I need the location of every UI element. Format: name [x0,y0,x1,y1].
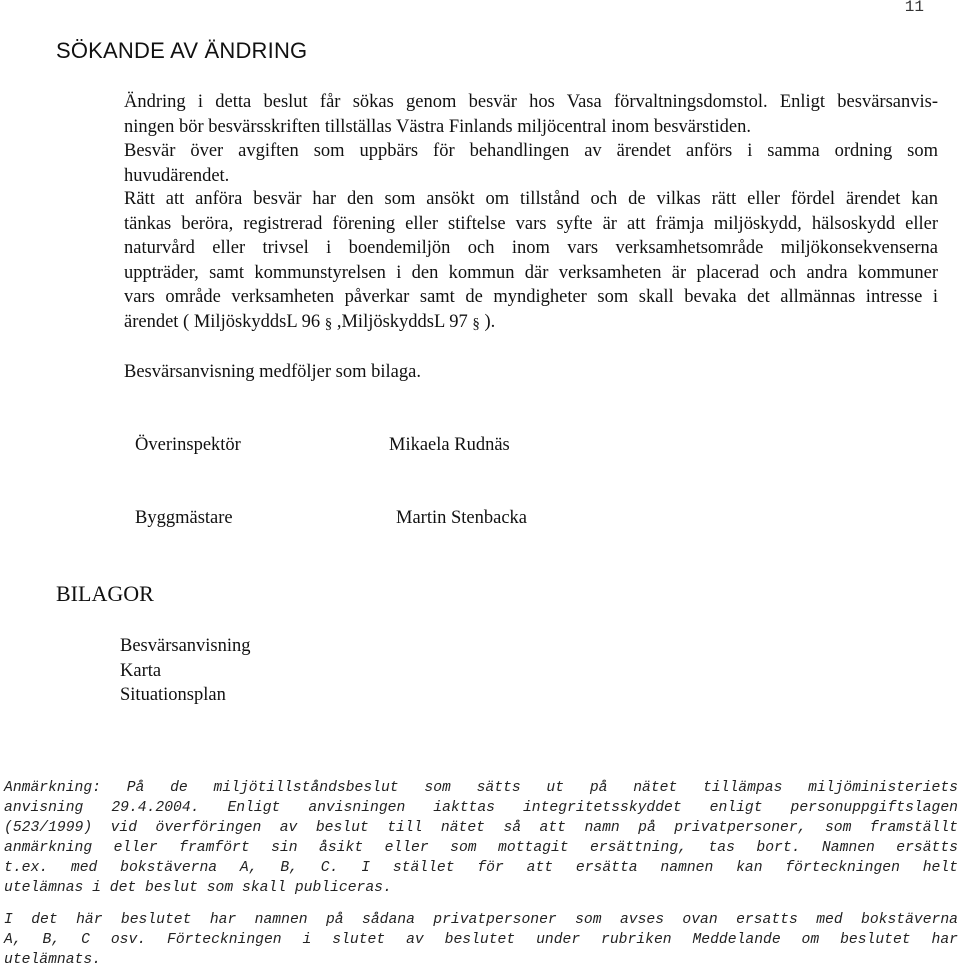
attachment-item: Situationsplan [120,685,226,705]
paragraph-line: huvudärendet. [124,165,230,186]
paragraph-line: uppträder, samt kommunstyrelsen i den kommun där verksamheten är placerad och andra kommuner [124,262,938,283]
signer-name-1: Mikaela Rudnäs [389,435,510,455]
appeal-paragraph [124,90,938,188]
remark-line: anvisning 29.4.2004. Enligt anvisningen iakttas integritetsskyddet enligt personuppgiftslagen [4,800,958,816]
law-reference-1: ärendet ( MiljöskyddsL 96 [124,311,321,332]
paragraph-line: Ändring i detta beslut får sökas genom besvär hos Vasa förvaltningsdomstol. Enligt besvärsanvis- [124,92,938,112]
remark-line: I det här beslutet har namnen på sådana privatpersoner som avses ovan ersatts med bokstäverna [4,912,958,928]
remark-line: t.ex. med bokstäverna A, B, C. I stället för att ersätta namnen kan förteckningen helt [4,860,958,876]
attachment-item: Besvärsanvisning [120,636,251,656]
paragraph-line: Rätt att anföra besvär har den som ansökt om tillstånd och de vilkas rätt eller fördel ärendet kan [124,189,938,209]
signer-title-2: Byggmästare [135,508,233,528]
remark-line: utelämnats. [4,952,101,968]
appeal-instructions-note: Besvärsanvisning medföljer som bilaga. [124,362,421,382]
attachments-list [120,634,251,708]
signer-name-2: Martin Stenbacka [396,508,527,528]
section-sign-icon: § [472,315,480,332]
paragraph-line: naturvård eller trivsel i boendemiljön och inom vars verksamhetsområde miljökonsekvenserna [124,238,938,258]
attachment-item: Karta [120,660,162,681]
section-heading: SÖKANDE AV ÄNDRING [56,38,308,63]
paragraph-line [124,310,938,336]
remark-line: utelämnas i det beslut som skall publiceras. [4,880,392,896]
paragraph-line: tänkas beröra, registrerad förening eller stiftelse vars syfte är att främja miljöskydd, hälsoskydd eller [124,213,938,234]
signer-title-1: Överinspektör [135,435,241,455]
appeal-right-paragraph [124,187,938,335]
remark-line: anmärkning eller framfört sin åsikt eller som mottagit ersättning, tas bort. Namnen ersätts [4,840,958,856]
paragraph-line: vars område verksamheten påverkar samt de myndigheter som skall bevaka det allmännas intresse i [124,287,938,307]
section-sign-icon: § [324,315,333,332]
remark-line: Anmärkning: På de miljötillståndsbeslut som sätts ut på nätet tillämpas miljöministeriets [4,780,958,796]
remark-line: A, B, C osv. Förteckningen i slutet av beslutet under rubriken Meddelande om beslutet har [4,932,958,948]
paragraph-line: Besvär över avgiften som uppbärs för behandlingen av ärendet anförs i samma ordning som [124,141,938,161]
remark-line: (523/1999) vid överföringen av beslut till nätet så att namn på privatpersoner, som framställt [4,820,958,836]
privacy-remark [4,778,958,898]
privacy-remark-2 [4,910,958,970]
attachments-heading: BILAGOR [56,581,154,606]
closing-paren: ). [484,311,496,332]
page-number: 11 [904,0,924,16]
law-reference-2: ,MiljöskyddsL 97 [336,311,468,332]
paragraph-line: ningen bör besvärsskriften tillställas Västra Finlands miljöcentral inom besvärstiden. [124,116,751,137]
